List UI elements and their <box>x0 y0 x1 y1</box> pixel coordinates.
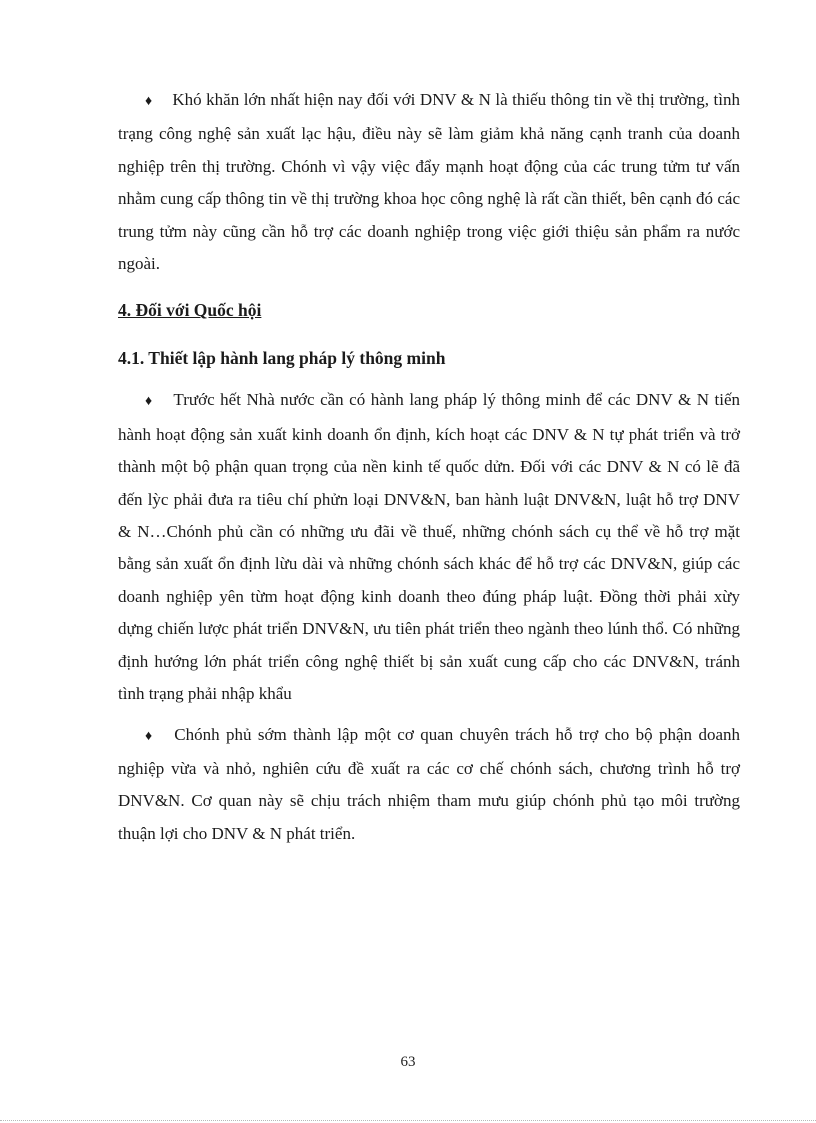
page-content <box>118 84 740 858</box>
paragraph-text: Chónh phủ sớm thành lập một cơ quan chuyên trách hỗ trợ cho bộ phận doanh nghiệp vừa và nhỏ, nghiên cứu đề xuất ra các cơ chế chónh sách, chương trình hỗ trợ DNV&N. Cơ quan này sẽ chịu trách nhiệm tham mưu giúp chónh phủ tạo môi trường thuận lợi cho DNV & N phát triển. <box>118 724 740 843</box>
diamond-bullet-icon: ♦ <box>145 728 155 744</box>
subsection-heading-4-1: 4.1. Thiết lập hành lang pháp lý thông minh <box>118 348 446 369</box>
paragraph-text: Khó khăn lớn nhất hiện nay đối với DNV & N là thiếu thông tin về thị trường, tình trạng công nghệ sản xuất lạc hậu, điều này sẽ làm giảm khả năng cạnh tranh của doanh nghiệp trên thị trường. Chónh vì vậy việc đẩy mạnh hoạt động của các trung tửm tư vấn nhằm cung cấp thông tin về thị trường khoa học công nghệ là rất cần thiết, bên cạnh đó các trung tửm này cũng cần hỗ trợ các doanh nghiệp trong việc giới thiệu sản phẩm ra nước ngoài. <box>118 90 740 274</box>
page-number: 63 <box>400 1054 416 1070</box>
paragraph-text: Trước hết Nhà nước cần có hành lang pháp lý thông minh để các DNV & N tiến hành hoạt động sản xuất kinh doanh ổn định, kích hoạt các DNV & N tự phát triển và trở thành một bộ phận quan trọng của nền kinh tế quốc dửn. Đối với các DNV & N có lẽ đã đến lỳc phải đưa ra tiêu chí phửn loại DNV&N, ban hành luật DNV&N, luật hỗ trợ DNV & N…Chónh phủ cần có những ưu đãi về thuế, những chónh sách cụ thể về hỗ trợ mặt bằng sản xuất ổn định lừu dài và những chónh sách khác để hỗ trợ các DNV&N, giúp các doanh nghiệp yên từm hoạt động kinh doanh theo đúng pháp luật. Đồng thời phải xừy dựng chiến lược phát triển DNV&N, ưu tiên phát triển theo ngành theo lúnh thổ. Có những định hướng lớn phát triển công nghệ thiết bị sản xuất cung cấp cho các DNV&N, tránh tình trạng phải nhập khẩu <box>118 390 740 704</box>
section-heading-4: 4. Đối với Quốc hội <box>118 300 262 321</box>
diamond-bullet-icon: ♦ <box>145 94 153 109</box>
paragraph-government-agency <box>118 719 740 851</box>
paragraph-market-info <box>118 84 740 280</box>
page-bottom-border <box>0 1120 816 1121</box>
diamond-bullet-icon: ♦ <box>145 394 154 410</box>
paragraph-legal-framework <box>118 384 740 710</box>
